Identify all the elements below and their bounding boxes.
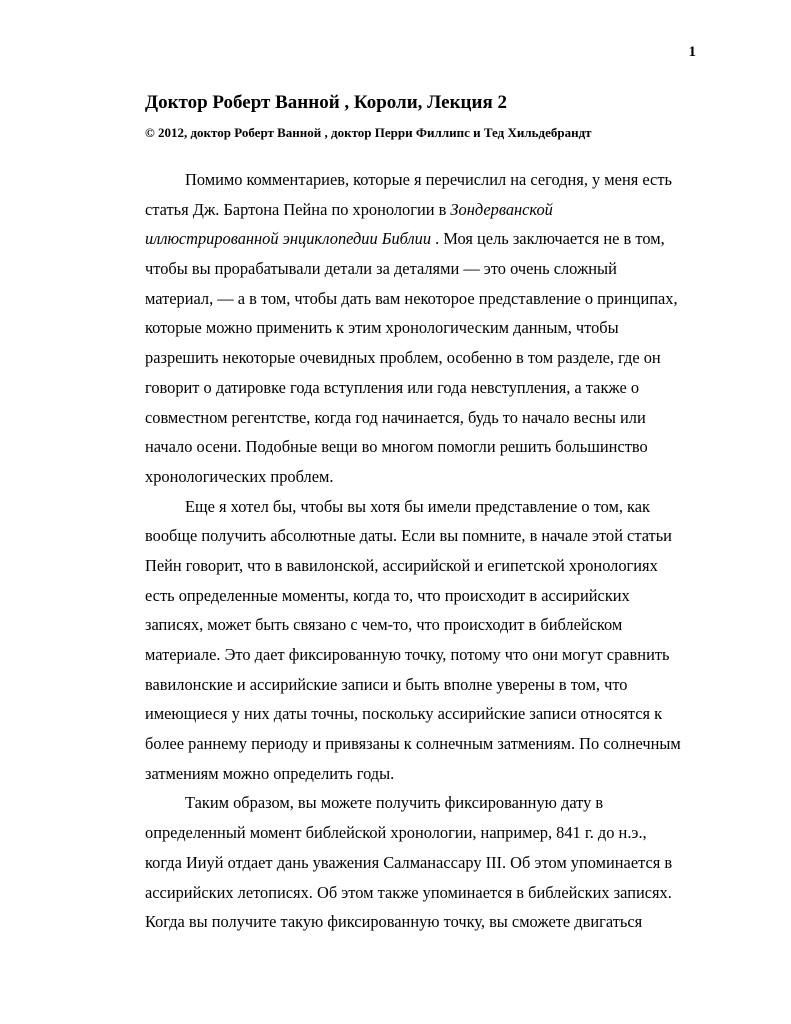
text-line: Когда вы получите такую фиксированную точку, вы сможете двигаться [145,912,643,932]
text-line: ассирийских летописях. Об этом также упоминается в библейских записях. [145,882,672,902]
text-line: когда Ииуй отдает дань уважения Салманассару III. Об этом упоминается в [145,852,673,872]
copyright-notice: © 2012, доктор Роберт Ванной , доктор Перри Филлипс и Тед Хильдебрандт [145,125,592,140]
text-line: есть определенные моменты, когда то, что происходит в ассирийских [145,585,630,605]
book-title-italic: Зондерванской [450,199,553,219]
text-line: записях, может быть связано с чем-то, что происходит в библейском [145,615,623,635]
text-run: . Моя цель заключается не в том, [431,229,665,249]
text-line: вавилонские и ассирийские записи и быть вполне уверены в том, что [145,674,628,694]
text-line [145,195,665,225]
text-line: определенный момент библейской хронологии, например, 841 г. до н.э., [145,823,647,843]
text-line: Помимо комментариев, которые я перечислил на сегодня, у меня есть [185,170,672,189]
text-line: говорит о датировке года вступления или года невступления, а также о [145,377,640,397]
text-line: хронологических проблем. [145,466,334,486]
text-line: вообще получить абсолютные даты. Если вы помните, в начале этой статьи [145,526,672,546]
text-run: статья Дж. Бартона Пейна по хронологии в [145,199,451,219]
text-line: материал, — а в том, чтобы дать вам некоторое представление о принципах, [145,288,678,308]
text-line: имеющиеся у них даты точны, поскольку ассирийские записи относятся к [145,704,663,724]
text-line: чтобы вы прорабатывали детали за деталями — это очень сложный [145,259,617,279]
text-line: разрешить некоторые очевидных проблем, особенно в том разделе, где он [145,348,661,368]
text-line: затмениям можно определить годы. [145,763,395,783]
text-line: Еще я хотел бы, чтобы вы хотя бы имели представление о том, как [185,496,651,516]
book-title-italic: иллюстрированной энциклопедии Библии [145,229,432,249]
text-line: материале. Это дает фиксированную точку, потому что они могут сравнить [145,645,670,664]
page-number: 1 [688,44,696,60]
body-text [145,165,681,937]
text-line [145,224,665,254]
text-line: совместном регентстве, когда год начинается, будь то начало весны или [145,407,646,427]
text-line: начало осени. Подобные вещи во многом помогли решить большинство [145,437,648,457]
text-line: которые можно применить к этим хронологическим данным, чтобы [145,318,619,338]
document-title: Доктор Роберт Ванной , Короли, Лекция 2 [145,92,507,113]
text-line: Пейн говорит, что в вавилонской, ассирийской и египетской хронологиях [145,555,658,575]
text-line: Таким образом, вы можете получить фиксированную дату в [185,793,604,813]
text-line: более раннему периоду и привязаны к солнечным затмениям. По солнечным [145,734,681,754]
